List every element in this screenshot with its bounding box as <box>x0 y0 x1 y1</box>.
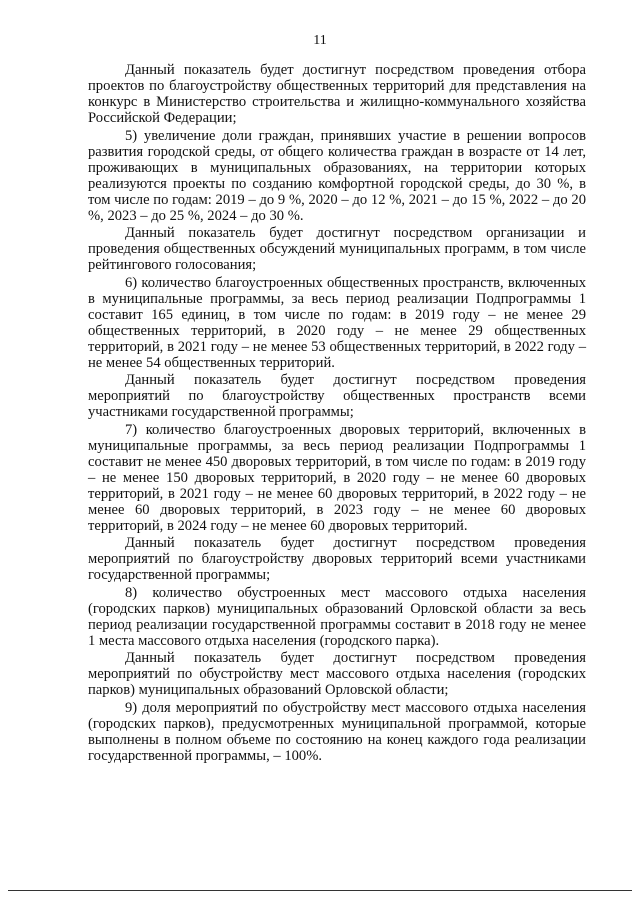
page-number: 11 <box>313 33 327 48</box>
document-body <box>88 62 586 765</box>
paragraph-indicator-8: 8) количество обустроенных мест массового отдыха населения (городских парков) муниципальных образований Орловской области за весь период реализации государственной программы составит в 2018 году не менее 1 места массового отдыха населения (городского парка). <box>88 584 586 649</box>
paragraph-indicator-7: 7) количество благоустроенных дворовых территорий, включенных в муниципальные программы, за весь период реализации Подпрограммы 1 составит не менее 450 дворовых территорий, в том числе по годам: в 2019 году – не менее 150 дворовых территорий, в 2020 году – не менее 60 дворовых территорий, в 2021 году – не менее 60 дворовых территорий, в 2022 году – не менее 60 дворовых территорий, в 2023 году – не менее 60 дворовых территорий, в 2024 году – не менее 60 дворовых территорий. <box>88 421 586 534</box>
paragraph-indicator-6-method: Данный показатель будет достигнут посредством проведения мероприятий по благоустройству общественных пространств всеми участниками государственной программы; <box>88 372 586 420</box>
paragraph-indicator-8-method: Данный показатель будет достигнут посредством проведения мероприятий по обустройству мест массового отдыха населения (городских парков) муниципальных образований Орловской области; <box>88 650 586 698</box>
bottom-divider <box>8 890 632 891</box>
paragraph-indicator-5-method: Данный показатель будет достигнут посредством организации и проведения общественных обсуждений муниципальных программ, в том числе рейтингового голосования; <box>88 225 586 273</box>
paragraph-indicator-4-method: Данный показатель будет достигнут посредством проведения отбора проектов по благоустройству общественных территорий для представления на конкурс в Министерство строительства и жилищно-коммунального хозяйства Российской Федерации; <box>88 62 586 126</box>
paragraph-indicator-9: 9) доля мероприятий по обустройству мест массового отдыха населения (городских парков), предусмотренных муниципальной программой, которые выполнены в полном объеме по состоянию на конец каждого года реализации государственной программы, – 100%. <box>88 699 586 764</box>
paragraph-indicator-7-method: Данный показатель будет достигнут посредством проведения мероприятий по благоустройству дворовых территорий всеми участниками государственной программы; <box>88 535 586 583</box>
paragraph-indicator-5: 5) увеличение доли граждан, принявших участие в решении вопросов развития городской среды, от общего количества граждан в возрасте от 14 лет, проживающих в муниципальных образованиях, на территории которых реализуются проекты по созданию комфортной городской среды, до 30 %, в том числе по годам: 2019 – до 9 %, 2020 – до 12 %, 2021 – до 15 %, 2022 – до 20 %, 2023 – до 25 %, 2024 – до 30 %. <box>88 127 586 224</box>
paragraph-indicator-6: 6) количество благоустроенных общественных пространств, включенных в муниципальные программы, за весь период реализации Подпрограммы 1 составит 165 единиц, в том числе по годам: в 2019 году – не менее 29 общественных территорий, в 2020 году – не менее 29 общественных территорий, в 2021 году – не менее 53 общественных территорий, в 2022 году – не менее 54 общественных территорий. <box>88 274 586 371</box>
